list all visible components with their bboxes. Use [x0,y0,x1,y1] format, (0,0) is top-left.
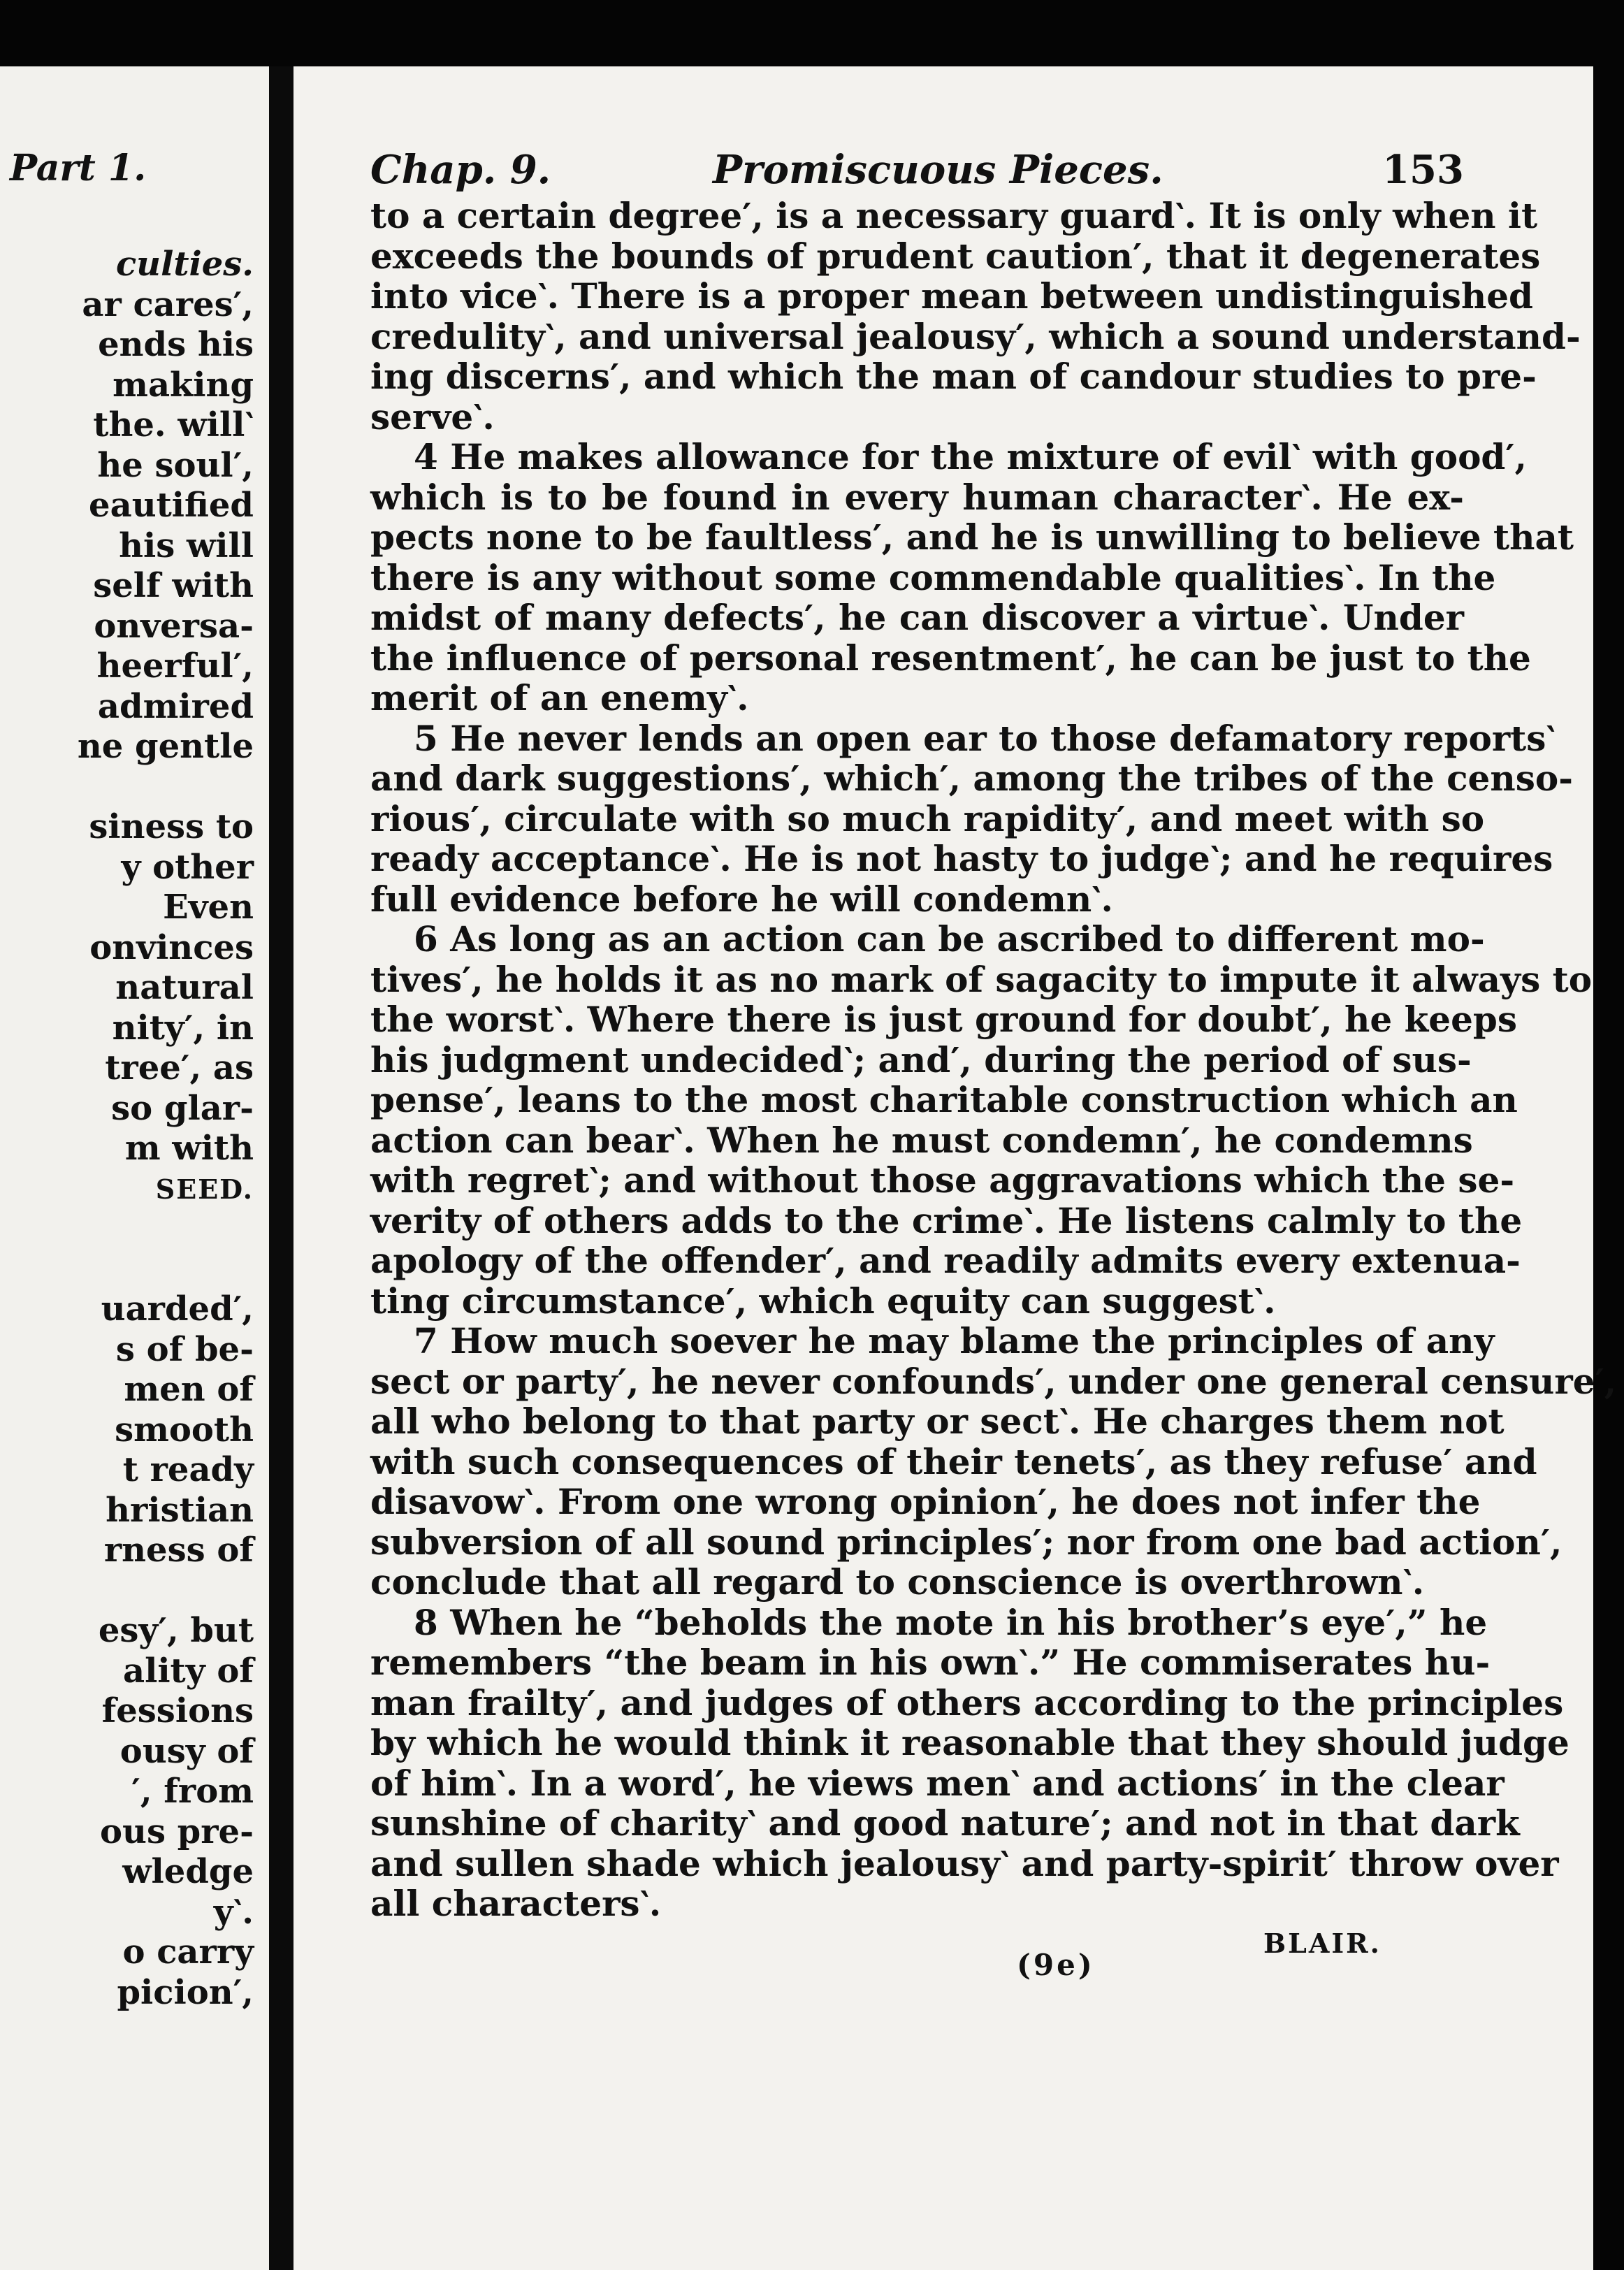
text-line: pects none to be faultless′, and he is unwilling to believe that [370,516,1574,558]
left-text-line: s of be- [115,1329,254,1369]
left-text-line: Even [163,888,254,927]
left-text-line: ar cares′, [82,284,254,324]
main-text-block [370,195,1617,1924]
left-text-line: y‵. [213,1892,254,1932]
left-text-line: the. will‵ [93,405,254,444]
text-line: by which he would think it reasonable that they should judge [370,1722,1569,1763]
text-line: midst of many defects′, he can discover a virtue‵. Under [370,597,1464,638]
left-text-line: ne gentle [77,727,254,766]
text-line: credulity‵, and universal jealousy′, which a sound understand- [370,315,1581,357]
text-line: sunshine of charity‵ and good nature′; and not in that dark [370,1802,1520,1844]
left-text-line: ality of [122,1651,254,1691]
text-line: full evidence before he will condemn‵. [370,878,1113,920]
left-text-line: self with [93,566,254,605]
book-gutter [269,66,293,2270]
left-text-line [0,1250,254,1290]
text-line: tives′, he holds it as no mark of sagacity to impute it always to [370,958,1593,1000]
left-text-line: smooth [115,1410,254,1450]
left-text-line: eautified [89,486,254,525]
text-line: 5 He never lends an open ear to those defamatory reports‵ [414,717,1556,759]
left-text-line: picion′, [117,1972,254,2012]
left-text-line: uarded′, [101,1289,254,1329]
left-text-line: SEED. [155,1173,254,1205]
text-line: man frailty′, and judges of others according to the principles [370,1682,1564,1723]
text-line: 4 He makes allowance for the mixture of evil‵ with good′, [414,436,1527,477]
left-text-line: culties. [115,245,254,284]
text-line: into vice‵. There is a proper mean between undistinguished [370,275,1533,317]
left-text-line: fessions [101,1691,254,1730]
left-text-line: esy′, but [98,1611,254,1650]
text-line: and sullen shade which jealousy‵ and party-spirit′ throw over [370,1842,1559,1884]
left-text-line: he soul′, [97,445,254,485]
text-line: of him‵. In a word′, he views men‵ and actions′ in the clear [370,1762,1505,1804]
text-line: exceeds the bounds of prudent caution′, that it degenerates [370,235,1541,277]
left-text-line: rness of [103,1531,254,1570]
text-line: ting circumstance′, which equity can suggest‵. [370,1280,1276,1322]
left-text-line: siness to [89,807,254,846]
left-text-line: wledge [122,1852,254,1891]
left-running-head: Part 1. [10,147,147,189]
text-line: which is to be found in every human character‵. He ex- [370,476,1464,518]
text-line: verity of others adds to the crime‵. He listens calmly to the [370,1199,1523,1241]
left-text-line: ous pre- [100,1812,254,1851]
left-text-line: m with [124,1129,254,1168]
left-page [0,66,270,2270]
text-line: merit of an enemy‵. [370,677,749,718]
text-line: 6 As long as an action can be ascribed to different mo- [414,918,1485,960]
left-text-line: admired [97,686,254,726]
text-line: with regret‵; and without those aggravations which the se- [370,1159,1515,1201]
left-text-line: hristian [106,1490,254,1530]
text-line: with such consequences of their tenets′, as they refuse′ and [370,1440,1537,1482]
text-line: there is any without some commendable qualities‵. In the [370,556,1496,598]
text-line: action can bear‵. When he must condemn′, he condemns [370,1119,1473,1161]
text-line: subversion of all sound principles′; nor from one bad action′, [370,1521,1563,1563]
text-line: all who belong to that party or sect‵. He charges them not [370,1401,1505,1442]
left-text-line: t ready [122,1450,254,1489]
text-line: his judgment undecided‵; and′, during the period of sus- [370,1039,1472,1080]
text-line: all characters‵. [370,1883,662,1924]
author-attribution: BLAIR. [1263,1928,1382,1959]
left-text-line: tree′, as [105,1048,254,1087]
running-head [370,147,1464,196]
left-text-line: nity′, in [112,1008,254,1048]
text-line: remembers “the beam in his own‵.” He commiserates hu- [370,1642,1491,1683]
page-number: 153 [1382,147,1464,193]
text-line: and dark suggestions′, which′, among the tribes of the censo- [370,758,1573,799]
left-text-line: his will [119,526,254,565]
text-line: disavow‵. From one wrong opinion′, he does not infer the [370,1481,1481,1522]
text-line: to a certain degree′, is a necessary guard‵. It is only when it [370,195,1538,236]
left-text-line [0,767,254,808]
text-line: 7 How much soever he may blame the principles of any [414,1320,1495,1361]
left-text-line: onvinces [89,927,254,967]
left-page-text [0,245,254,2013]
left-text-line: o carry [122,1932,254,1972]
text-line: 8 When he “beholds the mote in his brother’s eye′,” he [414,1601,1488,1643]
text-line: serve‵. [370,396,495,438]
left-text-line: ′, from [131,1772,254,1811]
left-text-line: making [113,365,254,405]
text-line: apology of the offender′, and readily admits every extenua- [370,1240,1521,1281]
section-title: Promiscuous Pieces. [713,147,1163,193]
left-text-line: ousy of [119,1731,254,1771]
text-line: conclude that all regard to conscience is overthrown‵. [370,1561,1425,1603]
text-line: rious′, circulate with so much rapidity′, and meet with so [370,797,1485,839]
left-text-line: heerful′, [96,646,254,686]
text-line: sect or party′, he never confounds′, under one general censure′, [370,1360,1617,1402]
chapter-label: Chap. 9. [370,147,551,193]
text-line: the worst‵. Where there is just ground for doubt′, he keeps [370,999,1517,1040]
text-line: ing discerns′, and which the man of candour studies to pre- [370,356,1537,397]
left-text-line: natural [115,968,254,1007]
left-text-line: ends his [98,325,254,364]
left-text-line [0,1571,254,1612]
text-line: ready acceptance‵. He is not hasty to judge‵; and he requires [370,838,1553,879]
left-text-line: y other [121,847,254,887]
left-text-line: onversa- [94,606,254,646]
signature-mark: (9e) [1017,1948,1095,1982]
text-line: pense′, leans to the most charitable construction which an [370,1079,1518,1120]
left-text-line [0,1209,254,1250]
left-text-line: so glar- [111,1088,254,1128]
text-line: the influence of personal resentment′, he can be just to the [370,637,1531,679]
left-text-line: men of [124,1370,254,1409]
